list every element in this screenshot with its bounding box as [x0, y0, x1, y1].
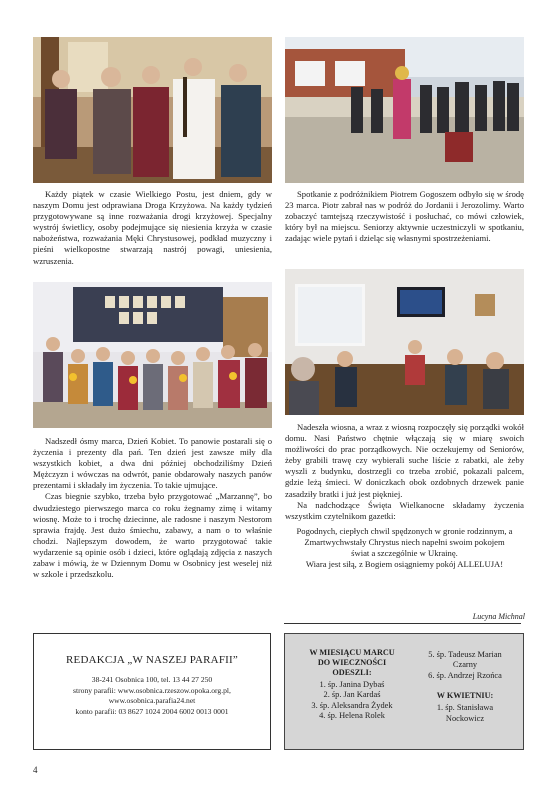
article-way-of-cross: [33, 189, 272, 267]
article-traveler-meeting: [285, 189, 524, 244]
editorial-box: [33, 633, 271, 750]
deceased-name: 1. śp. Stanisława: [436, 703, 494, 713]
divider: [284, 623, 521, 624]
paragraph: Czas biegnie szybko, trzeba było przygotować „Marzannę”, bo dwudziestego pierwszego marca co roku żegnamy zimę i witamy wiosnę. Może to i trochę dziecinne, ale radosne i naszym Nestorom sprawia frajdę. Jest dużo śmiechu, zabawy, a nam o to właśnie chodzi. Najlepszym dowodem, że warto przygotować takie wydarzenie są opinie osób i dzieci, które oglądają zdjęcia z naszych zabaw i mówią, że w Dziennym Domu w Osobnicy jest weselej niż w szkole i przedszkolu.: [33, 491, 272, 580]
paragraph: Nadeszła wiosna, a wraz z wiosną rozpoczęły się porządki wokół domu. Nasi Państwo chętnie włączają się w miarę swoich możliwości do prac porządkowych. Nie oczekujemy od Seniorów, żeby grabili trawę czy wybierali suche liście z rabatki, ale żeby wyszli z budynku, dostrzegli co trzeba zrobić, pokazali palcem, gdzie leżą śmieci. W doniczkach obok ozdobnych drzewek panie zasadziły bratki i już jest piękniej.: [285, 422, 524, 499]
editorial-website: www.osobnica.parafia24.net: [108, 696, 196, 706]
deceased-name: Czarny: [452, 660, 478, 670]
wish-text: Wiara jest siłą, z Bogiem osiągniemy pokój ALLELUJA!: [305, 559, 504, 570]
deceased-march-left: [293, 648, 411, 722]
photo-meeting-traveler: [285, 37, 524, 183]
deceased-name: 3. śp. Aleksandra Żydek: [311, 700, 393, 710]
deceased-name: 2. śp. Jan Kardaś: [323, 690, 381, 700]
easter-wishes: [285, 526, 524, 570]
deceased-march-right: [411, 650, 519, 724]
march-heading: W MIESIĄCU MARCU: [309, 648, 395, 657]
paragraph: Każdy piątek w czasie Wielkiego Postu, jest dniem, gdy w naszym Domu jest odprawiana Droga Krzyżowa. Na każdy tydzień przygotowywane są inne rozważania drogi krzyżowej. Specjalny wystrój świetlicy, osoby podejmujące się niesienia krzyża w czasie nabożeństwa, rozważania Męki Chrystusowej, podkład muzyczny i pieśni wielkopostne stwarzają nastrój powagi, uniesienia, wzruszenia.: [33, 189, 272, 266]
author-signature: Lucyna Michnal: [472, 612, 525, 621]
deceased-name: Nockowicz: [445, 713, 485, 723]
deceased-name: 6. śp. Andrzej Rzońca: [428, 670, 502, 680]
editorial-title: REDAKCJA „W NASZEJ PARAFII”: [66, 654, 238, 666]
editorial-website: strony parafii: www.osobnica.rzeszow.opoka.org.pl,: [73, 685, 231, 695]
photo-womens-day: [33, 282, 272, 428]
wish-text: Pogodnych, ciepłych chwil spędzonych w gronie rodzinnym, a Zmartwychwstały Chrystus niech napełni swoim pokojem świat a szczególnie w Ukrainę.: [296, 525, 513, 559]
editorial-address: 38-241 Osobnica 100, tel. 13 44 27 250: [91, 675, 213, 684]
photo-seniors-room: [285, 269, 524, 415]
deceased-name: 1. śp. Janina Dybaś: [319, 680, 385, 689]
paragraph: Spotkanie z podróżnikiem Piotrem Gogoszem odbyło się w środę 23 marca. Piotr zabrał nas w podróż do Jordanii i Jerozolimy. Warto zobaczyć tamtejszą rzeczywistość i posłuchać, co mówi człowiek, który był na miejscu. Seniorzy aktywnie uczestniczyli w spotkaniu, zadając wiele pytań i dzieląc się własnymi spostrzeżeniami.: [285, 189, 524, 244]
deceased-name: 4. śp. Helena Rolek: [319, 711, 385, 721]
deceased-box: [284, 633, 524, 750]
photo-way-of-cross: [33, 37, 272, 183]
april-heading: W KWIETNIU:: [436, 691, 494, 701]
article-womens-day: [33, 436, 272, 580]
page-number: 4: [33, 765, 38, 775]
editorial-account: konto parafii: 03 8627 1024 2004 6002 0013 0001: [75, 706, 229, 716]
march-heading: DO WIECZNOŚCI: [317, 658, 387, 667]
deceased-name: 5. śp. Tadeusz Marian: [428, 650, 502, 659]
paragraph: Nadszedł ósmy marca, Dzień Kobiet. To panowie postarali się o życzenia i prezenty dla pań. Ten dzień jest zawsze miły dla wszystkich kobiet, a dwa dni później obchodziliśmy Dzień Mężczyzn i wówczas na odwrót, panie obdarowały naszych panów prezentami i składały im życzenia. To takie ujmujące.: [33, 436, 272, 491]
paragraph: Na nadchodzące Święta Wielkanocne składamy życzenia wszystkim czytelnikom gazetki:: [285, 499, 524, 521]
article-spring-cleaning: [285, 422, 524, 570]
march-heading: ODESZLI:: [332, 668, 372, 677]
